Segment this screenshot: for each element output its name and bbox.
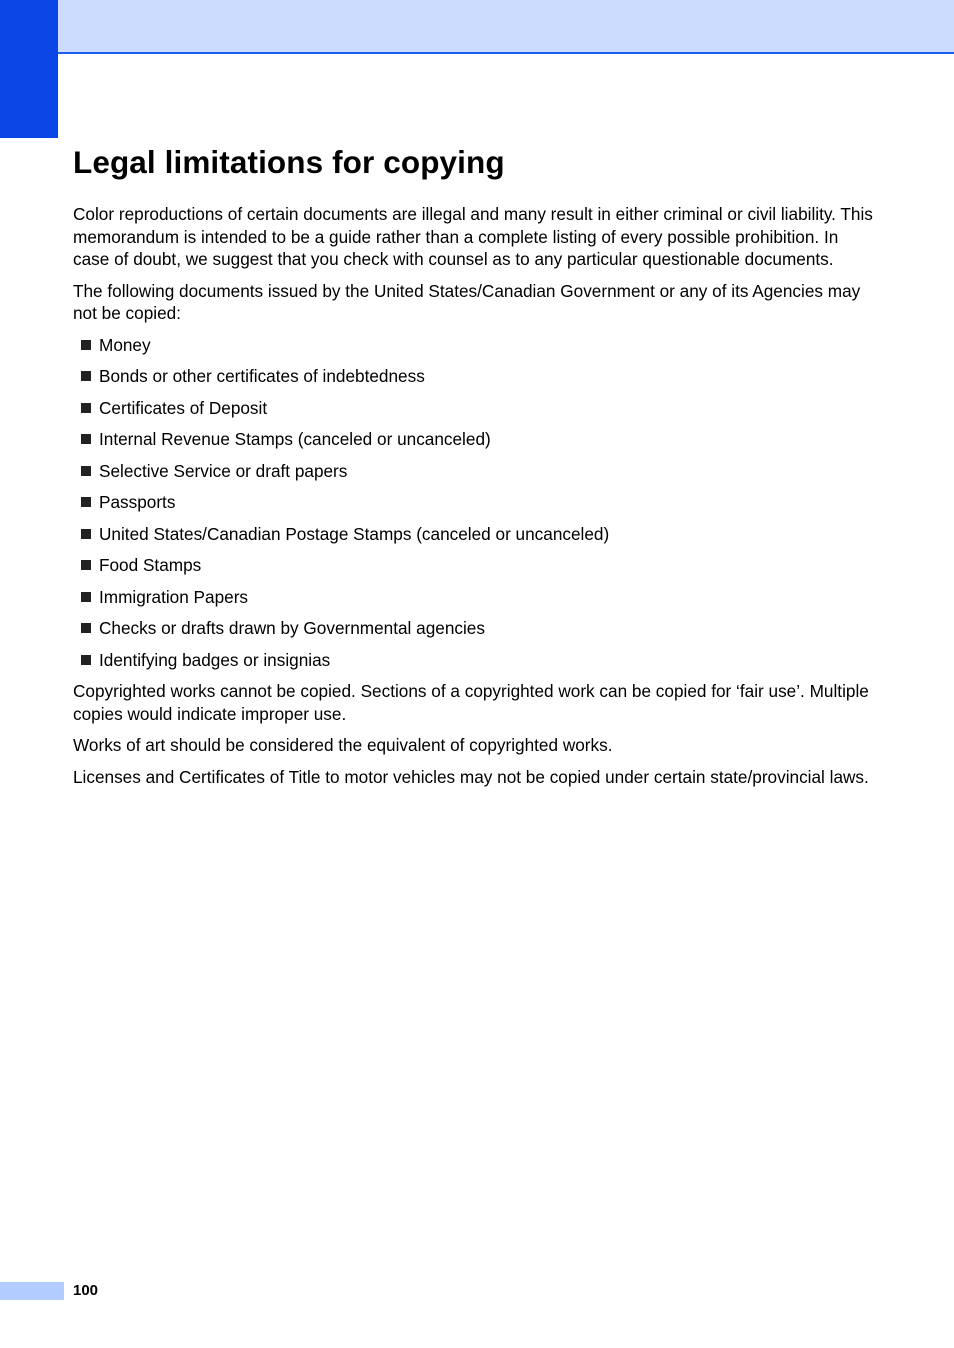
prohibited-documents-list xyxy=(73,334,873,672)
bullet-square-icon xyxy=(81,403,91,413)
footer-band xyxy=(0,1282,64,1300)
list-item-label: Passports xyxy=(99,492,176,512)
page-number: 100 xyxy=(73,1282,99,1299)
list-item-label: Certificates of Deposit xyxy=(99,397,268,418)
bullet-square-icon xyxy=(81,340,91,350)
bullet-square-icon xyxy=(81,434,91,444)
list-item xyxy=(73,460,873,483)
header-band xyxy=(58,0,954,54)
list-item xyxy=(73,617,873,640)
intro-paragraph-2: The following documents issued by the United States/Canadian Government or any of its Agencies may not be copied: xyxy=(73,280,861,323)
list-item xyxy=(73,523,873,546)
list-item-label: Checks or drafts drawn by Governmental agencies xyxy=(99,618,485,638)
closing-paragraph-2: Works of art should be considered the equivalent of copyrighted works. xyxy=(73,735,613,755)
list-item-label: Bonds or other certificates of indebtedness xyxy=(99,366,425,386)
chapter-side-tab xyxy=(0,0,58,138)
intro-paragraph-1: Color reproductions of certain documents are illegal and many result in either criminal or civil liability. This memorandum is intended to be a guide rather than a complete listing of every possible prohibition. In case of doubt, we suggest that you check with counsel as to any particular questionable documents. xyxy=(73,204,873,269)
closing-paragraph-1: Copyrighted works cannot be copied. Sections of a copyrighted work can be copied for ‘fair use’. Multiple copies would indicate improper use. xyxy=(73,681,869,724)
list-item xyxy=(73,365,873,388)
closing-paragraph-3: Licenses and Certificates of Title to motor vehicles may not be copied under certain state/provincial laws. xyxy=(73,766,869,787)
bullet-square-icon xyxy=(81,529,91,539)
bullet-square-icon xyxy=(81,623,91,633)
page-title: Legal limitations for copying xyxy=(73,144,505,180)
list-item-label: Money xyxy=(99,334,151,355)
bullet-square-icon xyxy=(81,655,91,665)
list-item-label: Immigration Papers xyxy=(99,586,249,607)
list-item xyxy=(73,649,873,672)
list-item-label: United States/Canadian Postage Stamps (canceled or uncanceled) xyxy=(99,523,610,544)
page-content xyxy=(73,140,873,797)
bullet-square-icon xyxy=(81,371,91,381)
list-item xyxy=(73,586,873,609)
list-item xyxy=(73,428,873,451)
bullet-square-icon xyxy=(81,497,91,507)
bullet-square-icon xyxy=(81,560,91,570)
list-item-label: Internal Revenue Stamps (canceled or uncanceled) xyxy=(99,429,491,449)
list-item xyxy=(73,554,873,577)
list-item-label: Identifying badges or insignias xyxy=(99,649,331,670)
list-item-label: Selective Service or draft papers xyxy=(99,460,348,481)
list-item xyxy=(73,491,873,514)
list-item xyxy=(73,397,873,420)
list-item-label: Food Stamps xyxy=(99,555,202,575)
list-item xyxy=(73,334,873,357)
bullet-square-icon xyxy=(81,592,91,602)
bullet-square-icon xyxy=(81,466,91,476)
